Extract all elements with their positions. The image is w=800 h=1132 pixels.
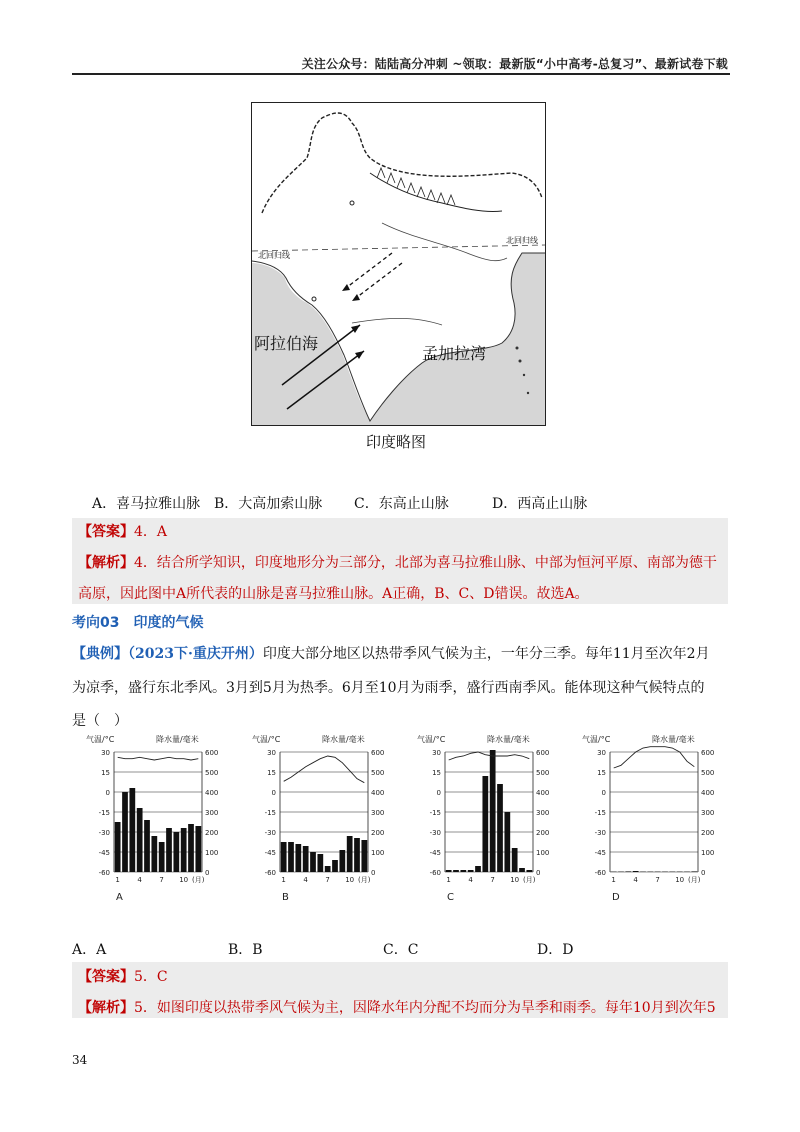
tick-label-left: -60: [429, 869, 441, 877]
precip-bar: [181, 828, 187, 872]
tick-label-left: 0: [271, 789, 276, 797]
q4-option-d[interactable]: D．西高止山脉: [492, 496, 588, 512]
tick-label-right: 0: [701, 869, 706, 877]
y-axis-label-left: 气温/°C: [417, 735, 446, 744]
precip-bar: [310, 852, 316, 872]
analysis-text: 5．如图印度以热带季风气候为主，因降水年内分配不均而分为旱季和雨季。每年10月到次年5: [134, 1000, 716, 1016]
q4-option-a[interactable]: A．喜马拉雅山脉: [92, 496, 201, 512]
tick-label-right: 0: [205, 869, 210, 877]
y-axis-label-left: 气温/°C: [86, 735, 115, 744]
y-axis-label-right: 降水量/毫米: [322, 735, 365, 744]
tick-label-right: 300: [371, 809, 385, 817]
precip-bar: [288, 842, 294, 872]
tick-label-x: 1: [115, 876, 120, 884]
tick-label-left: -30: [264, 829, 276, 837]
precip-bar: [497, 784, 503, 872]
temperature-line: [284, 756, 365, 783]
precip-bar: [691, 871, 697, 872]
precip-bar: [468, 870, 474, 872]
tick-label-x: 4: [633, 876, 638, 884]
tick-label-right: 500: [536, 769, 550, 777]
y-axis-label-right: 降水量/毫米: [156, 735, 199, 744]
q5-choice-b[interactable]: B．B: [228, 942, 263, 958]
tick-label-x: 7: [325, 876, 330, 884]
precip-bar: [332, 860, 338, 872]
q5-stem-line2: 为凉季，盛行东北季风。3月到5月为热季。6月至10月为雨季，盛行西南季风。能体现这种气候特点的: [72, 680, 705, 696]
precip-bar: [453, 870, 459, 872]
tick-label-right: 300: [701, 809, 715, 817]
tick-label-x: 4: [468, 876, 473, 884]
tick-label-right: 600: [371, 749, 385, 757]
tick-label-right: 500: [371, 769, 385, 777]
q5-answer: [78, 966, 168, 986]
tick-label-left: -15: [429, 809, 441, 817]
analysis-tag: 【解析】: [78, 555, 134, 571]
precip-bar: [122, 792, 128, 872]
precip-bar: [526, 870, 532, 872]
tick-label-right: 100: [371, 849, 385, 857]
x-axis-unit: (月): [688, 876, 701, 884]
precip-bar: [339, 850, 345, 872]
tick-label-left: -15: [594, 809, 606, 817]
y-axis-label-left: 气温/°C: [252, 735, 281, 744]
q5-stem-line1: [72, 643, 710, 663]
tick-label-right: 200: [205, 829, 219, 837]
chart-title: B: [282, 892, 289, 903]
tick-label-x: 7: [655, 876, 660, 884]
north-border: [262, 113, 542, 213]
tick-label-right: 200: [371, 829, 385, 837]
analysis-tag: 【解析】: [78, 1000, 134, 1016]
india-map: [251, 102, 546, 426]
q4-option-b[interactable]: B．大高加索山脉: [214, 496, 323, 512]
chart-title: D: [612, 892, 620, 903]
tick-label-left: 30: [267, 749, 276, 757]
precip-bar: [475, 866, 481, 872]
tick-label-left: 15: [432, 769, 441, 777]
precip-bar: [195, 826, 201, 872]
precip-bar: [625, 871, 631, 872]
ganges-river: [382, 223, 507, 261]
label-tropic-left: 北回归线: [258, 251, 290, 260]
tick-label-left: -45: [594, 849, 606, 857]
tick-label-right: 0: [536, 869, 541, 877]
question-source: （2023下·重庆开州）: [128, 646, 263, 662]
climate-chart-d: [580, 732, 720, 911]
tick-label-right: 600: [205, 749, 219, 757]
tick-label-right: 400: [371, 789, 385, 797]
tick-label-left: 15: [101, 769, 110, 777]
tick-label-right: 100: [536, 849, 550, 857]
tick-label-right: 500: [701, 769, 715, 777]
tick-label-right: 300: [536, 809, 550, 817]
tick-label-left: -30: [429, 829, 441, 837]
section-title: 考向03 印度的气候: [72, 615, 204, 631]
precip-bar: [129, 788, 135, 872]
tick-label-x: 7: [490, 876, 495, 884]
precip-bar: [354, 838, 360, 872]
tick-label-left: -60: [594, 869, 606, 877]
tick-label-left: -15: [98, 809, 110, 817]
tick-label-left: -60: [264, 869, 276, 877]
answer-tag: 【答案】: [78, 524, 134, 540]
label-arabian-sea: 阿拉伯海: [254, 334, 319, 353]
precip-bar: [137, 808, 143, 872]
q5-choice-a[interactable]: A．A: [72, 942, 107, 958]
tick-label-left: 30: [101, 749, 110, 757]
tropic-of-cancer: [252, 245, 545, 251]
precip-bar: [361, 840, 367, 872]
tick-label-left: 30: [597, 749, 606, 757]
precip-bar: [347, 836, 353, 872]
x-axis-unit: (月): [192, 876, 205, 884]
page-header: 关注公众号：陆陆高分冲刺 ~领取：最新版“小中高考-总复习”、最新试卷下载: [301, 57, 728, 71]
precip-bar: [295, 844, 301, 872]
answer-text: 4．A: [134, 524, 168, 540]
tick-label-right: 200: [536, 829, 550, 837]
tick-label-right: 400: [701, 789, 715, 797]
y-axis-label-left: 气温/°C: [582, 735, 611, 744]
precip-bar: [188, 824, 194, 872]
q4-answer: [78, 521, 167, 541]
x-axis-unit: (月): [358, 876, 371, 884]
tick-label-right: 0: [371, 869, 376, 877]
precip-bar: [633, 871, 639, 872]
temperature-line: [449, 752, 530, 760]
tick-label-left: 30: [432, 749, 441, 757]
tick-label-x: 1: [446, 876, 451, 884]
tick-label-left: -30: [594, 829, 606, 837]
precip-bar: [115, 822, 121, 872]
label-bay-of-bengal: 孟加拉湾: [422, 344, 487, 363]
precip-bar: [317, 854, 323, 872]
tick-label-left: -60: [98, 869, 110, 877]
label-tropic-right: 北回归线: [506, 236, 538, 245]
tick-label-right: 100: [701, 849, 715, 857]
india-map-drawing: [252, 103, 545, 425]
tick-label-x: 10: [345, 876, 355, 884]
precip-bar: [144, 820, 150, 872]
temperature-line: [118, 757, 199, 760]
map-caption: 印度略图: [366, 433, 427, 451]
tick-label-x: 10: [179, 876, 189, 884]
ne-monsoon-arrow-1: [342, 253, 392, 291]
tick-label-x: 1: [611, 876, 616, 884]
tick-label-right: 600: [536, 749, 550, 757]
tick-label-left: -30: [98, 829, 110, 837]
stem-text: 印度大部分地区以热带季风气候为主，一年分三季。每年11月至次年2月: [262, 646, 710, 662]
tick-label-left: 0: [436, 789, 441, 797]
climate-chart-b: [250, 732, 390, 911]
chart-title: C: [447, 892, 454, 903]
tick-label-right: 500: [205, 769, 219, 777]
precip-bar: [166, 828, 172, 872]
x-axis-unit: (月): [523, 876, 536, 884]
q5-choice-c[interactable]: C．C: [383, 942, 419, 958]
tick-label-left: -45: [264, 849, 276, 857]
tick-label-x: 10: [675, 876, 685, 884]
q4-option-c[interactable]: C．东高止山脉: [354, 496, 449, 512]
deccan-river: [352, 318, 442, 325]
precip-bar: [504, 812, 510, 872]
precip-bar: [490, 750, 496, 872]
tick-label-x: 4: [303, 876, 308, 884]
precip-bar: [446, 870, 452, 872]
tick-label-right: 600: [701, 749, 715, 757]
mountain-hatch: [377, 168, 455, 205]
temperature-line: [614, 747, 695, 768]
answer-text: 5．C: [134, 969, 168, 985]
ne-monsoon-arrow-2: [352, 263, 402, 301]
precip-bar: [519, 868, 525, 872]
tick-label-right: 400: [536, 789, 550, 797]
tick-label-left: -15: [264, 809, 276, 817]
tick-label-right: 200: [701, 829, 715, 837]
tick-label-right: 100: [205, 849, 219, 857]
tick-label-right: 300: [205, 809, 219, 817]
example-tag: 【典例】: [72, 646, 128, 662]
tick-label-x: 4: [137, 876, 142, 884]
precip-bar: [303, 846, 309, 872]
precip-bar: [173, 832, 179, 872]
precip-bar: [281, 842, 287, 872]
tick-label-x: 1: [281, 876, 286, 884]
tick-label-x: 10: [510, 876, 520, 884]
himalaya-ridge: [370, 173, 502, 211]
tick-label-left: 15: [267, 769, 276, 777]
header-rule: [72, 73, 730, 75]
q4-analysis-line2: 高原，因此图中A所代表的山脉是喜马拉雅山脉。A正确，B、C、D错误。故选A。: [78, 586, 589, 602]
tick-label-left: 0: [601, 789, 606, 797]
tick-label-left: -45: [429, 849, 441, 857]
tick-label-right: 400: [205, 789, 219, 797]
tick-label-left: 0: [105, 789, 110, 797]
tick-label-x: 7: [159, 876, 164, 884]
climate-chart-c: [415, 732, 555, 911]
chart-title: A: [116, 892, 123, 903]
tick-label-left: 15: [597, 769, 606, 777]
precip-bar: [512, 848, 518, 872]
q5-choice-d[interactable]: D．D: [537, 942, 574, 958]
page-number: 34: [72, 1053, 88, 1067]
precip-bar: [159, 842, 165, 872]
precip-bar: [325, 866, 331, 872]
precip-bar: [482, 776, 488, 872]
precip-bar: [151, 836, 157, 872]
q4-analysis-line1: [78, 552, 717, 572]
q5-stem-line3: 是（ ）: [72, 713, 128, 729]
tick-label-left: -45: [98, 849, 110, 857]
y-axis-label-right: 降水量/毫米: [652, 735, 695, 744]
answer-tag: 【答案】: [78, 969, 134, 985]
climate-chart-a: [84, 732, 224, 911]
q5-analysis-line1: [78, 997, 716, 1017]
y-axis-label-right: 降水量/毫米: [487, 735, 530, 744]
precip-bar: [460, 870, 466, 872]
analysis-text: 4．结合所学知识，印度地形分为三部分，北部为喜马拉雅山脉、中部为恒河平原、南部为德干: [134, 555, 717, 571]
